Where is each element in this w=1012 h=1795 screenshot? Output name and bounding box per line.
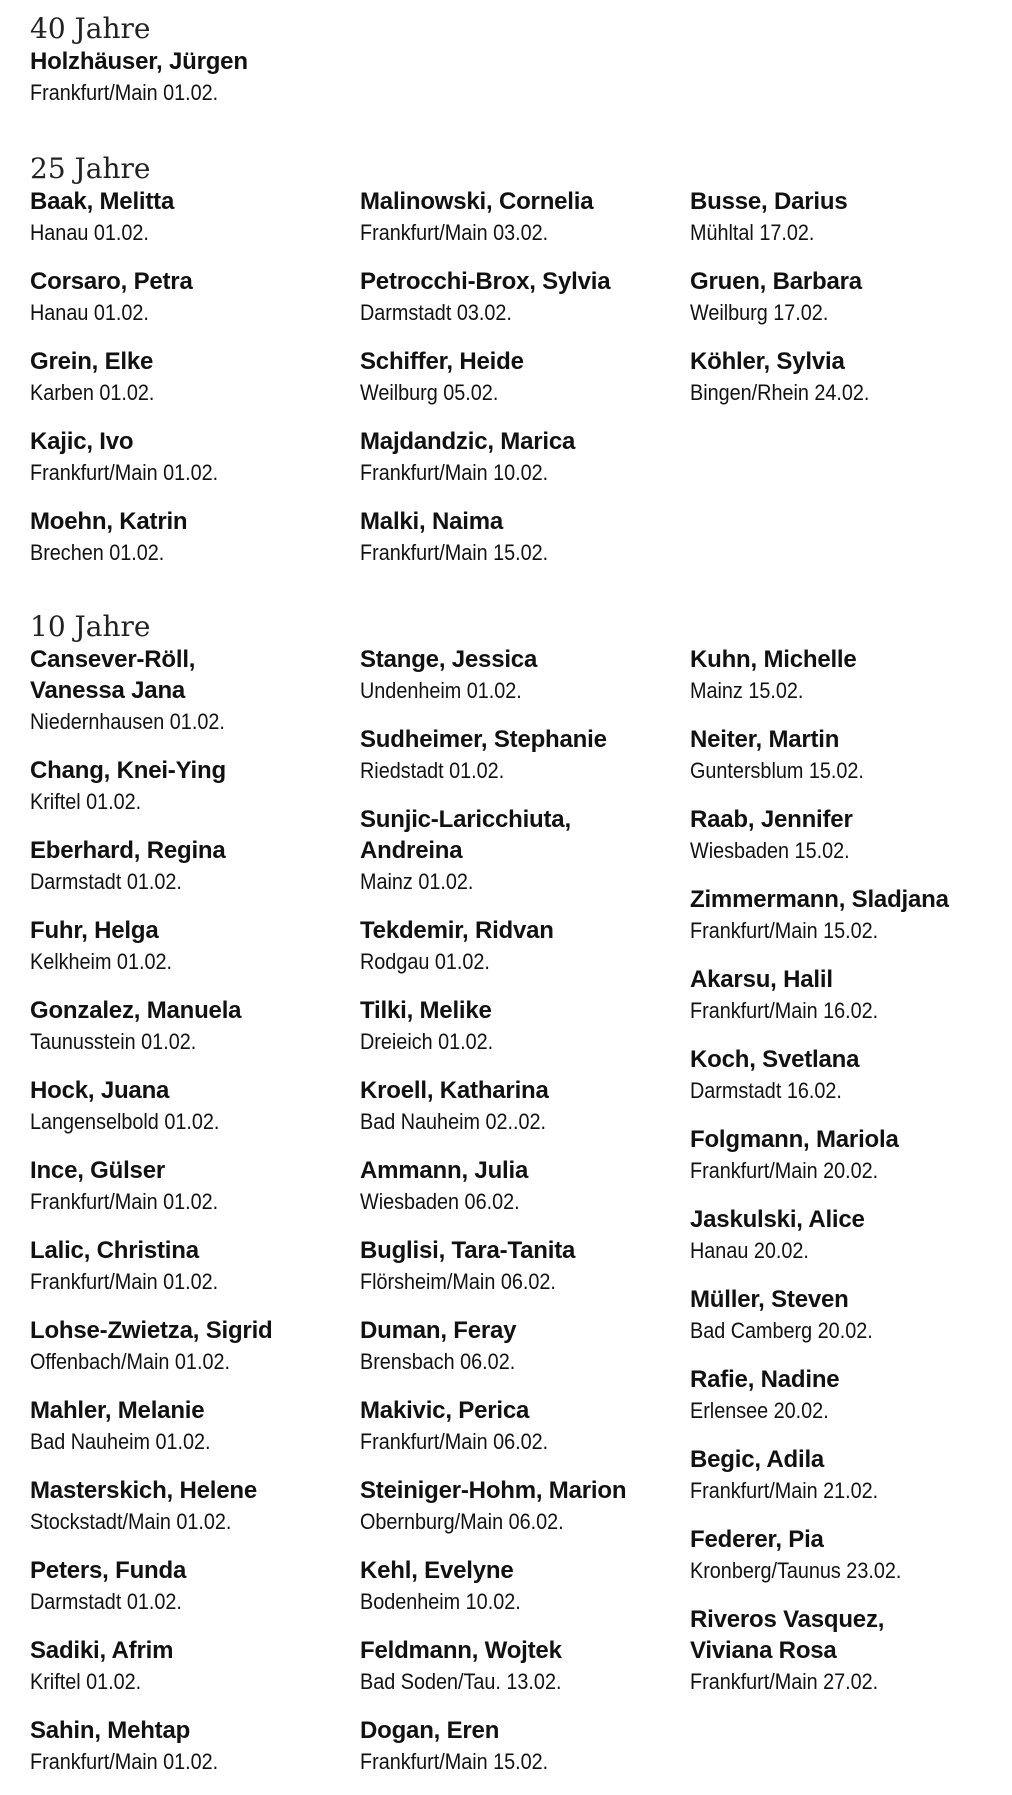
place-date: Frankfurt/Main 10.02.: [360, 460, 549, 485]
person-name: Majdandzic, Marica: [360, 428, 576, 455]
place-date: Frankfurt/Main 01.02.: [30, 1189, 219, 1214]
place-date: Frankfurt/Main 01.02.: [30, 80, 219, 105]
place-date: Darmstadt 16.02.: [690, 1078, 842, 1103]
list-item: [360, 1075, 680, 1137]
list-item: [360, 186, 680, 248]
place-date: Frankfurt/Main 03.02.: [360, 220, 549, 245]
list-item: [30, 915, 350, 977]
person-name: Schiffer, Heide: [360, 348, 524, 375]
person-name: Malinowski, Cornelia: [360, 188, 594, 215]
section-title: 40 Jahre: [30, 12, 151, 45]
list-item: [30, 186, 350, 248]
place-date: Darmstadt 01.02.: [30, 1589, 182, 1614]
place-date: Weilburg 05.02.: [360, 380, 499, 405]
person-name: Lohse-Zwietza, Sigrid: [30, 1317, 273, 1344]
list-item: [30, 755, 350, 817]
list-item: [30, 266, 350, 328]
person-name: Raab, Jennifer: [690, 806, 853, 833]
list-item: [690, 804, 1010, 866]
person-name: Kajic, Ivo: [30, 428, 134, 455]
person-name: Tilki, Melike: [360, 997, 492, 1024]
person-name: Petrocchi-Brox, Sylvia: [360, 268, 611, 295]
list-item: [360, 724, 680, 786]
person-name: Masterskich, Helene: [30, 1477, 257, 1504]
person-name: Sadiki, Afrim: [30, 1637, 174, 1664]
place-date: Brensbach 06.02.: [360, 1349, 516, 1374]
person-name: Chang, Knei-Ying: [30, 757, 226, 784]
person-name: Jaskulski, Alice: [690, 1206, 865, 1233]
list-item: [690, 1444, 1010, 1506]
place-date: Bad Camberg 20.02.: [690, 1318, 873, 1343]
person-name: Eberhard, Regina: [30, 837, 226, 864]
place-date: Niedernhausen 01.02.: [30, 709, 225, 734]
place-date: Darmstadt 01.02.: [30, 869, 182, 894]
list-item: [30, 995, 350, 1057]
list-item: [360, 1475, 680, 1537]
person-name: Makivic, Perica: [360, 1397, 530, 1424]
list-item: [360, 346, 680, 408]
person-name: Malki, Naima: [360, 508, 503, 535]
person-name: Cansever-Röll, Vanessa Jana: [30, 646, 196, 704]
place-date: Hanau 20.02.: [690, 1238, 809, 1263]
place-date: Flörsheim/Main 06.02.: [360, 1269, 556, 1294]
place-date: Kronberg/Taunus 23.02.: [690, 1558, 902, 1583]
list-item: [360, 1635, 680, 1697]
place-date: Mainz 15.02.: [690, 678, 804, 703]
place-date: Mühltal 17.02.: [690, 220, 815, 245]
person-name: Folgmann, Mariola: [690, 1126, 899, 1153]
list-item: [30, 644, 350, 737]
list-item: [690, 1284, 1010, 1346]
place-date: Obernburg/Main 06.02.: [360, 1509, 564, 1534]
place-date: Karben 01.02.: [30, 380, 155, 405]
column-3: [690, 186, 1010, 426]
person-name: Ammann, Julia: [360, 1157, 529, 1184]
list-item: [690, 1364, 1010, 1426]
list-item: [30, 1555, 350, 1617]
person-name: Koch, Svetlana: [690, 1046, 860, 1073]
list-item: [360, 266, 680, 328]
person-name: Buglisi, Tara-Tanita: [360, 1237, 576, 1264]
place-date: Erlensee 20.02.: [690, 1398, 829, 1423]
person-name: Steiniger-Hohm, Marion: [360, 1477, 627, 1504]
list-item: [30, 1155, 350, 1217]
place-date: Kriftel 01.02.: [30, 789, 142, 814]
person-name: Müller, Steven: [690, 1286, 849, 1313]
list-item: [30, 346, 350, 408]
place-date: Frankfurt/Main 21.02.: [690, 1478, 879, 1503]
list-item: [30, 1235, 350, 1297]
list-item: [360, 426, 680, 488]
list-item: [360, 995, 680, 1057]
list-item: [360, 506, 680, 568]
list-item: [690, 1524, 1010, 1586]
section-10-jahre: [30, 610, 949, 1774]
place-date: Kelkheim 01.02.: [30, 949, 172, 974]
person-name: Gruen, Barbara: [690, 268, 862, 295]
list-item: [360, 1715, 680, 1777]
person-name: Sunjic-Laricchiuta, Andreina: [360, 806, 571, 864]
place-date: Darmstadt 03.02.: [360, 300, 512, 325]
list-item: [360, 1315, 680, 1377]
person-name: Neiter, Martin: [690, 726, 840, 753]
place-date: Guntersblum 15.02.: [690, 758, 864, 783]
place-date: Bad Soden/Tau. 13.02.: [360, 1669, 562, 1694]
list-item: [690, 644, 1010, 706]
place-date: Langenselbold 01.02.: [30, 1109, 220, 1134]
list-item: [30, 1475, 350, 1537]
place-date: Bodenheim 10.02.: [360, 1589, 521, 1614]
list-item: [690, 1604, 1010, 1697]
column-2: [360, 186, 680, 586]
person-name: Dogan, Eren: [360, 1717, 500, 1744]
list-item: [30, 46, 350, 108]
person-name: Köhler, Sylvia: [690, 348, 845, 375]
list-item: [690, 964, 1010, 1026]
place-date: Frankfurt/Main 01.02.: [30, 460, 219, 485]
person-name: Akarsu, Halil: [690, 966, 833, 993]
place-date: Kriftel 01.02.: [30, 1669, 142, 1694]
list-item: [360, 1555, 680, 1617]
place-date: Bingen/Rhein 24.02.: [690, 380, 870, 405]
person-name: Lalic, Christina: [30, 1237, 199, 1264]
list-item: [690, 884, 1010, 946]
list-item: [30, 1315, 350, 1377]
list-item: [690, 1124, 1010, 1186]
person-name: Feldmann, Wojtek: [360, 1637, 562, 1664]
list-item: [30, 426, 350, 488]
place-date: Taunusstein 01.02.: [30, 1029, 197, 1054]
person-name: Gonzalez, Manuela: [30, 997, 242, 1024]
person-name: Zimmermann, Sladjana: [690, 886, 949, 913]
place-date: Frankfurt/Main 01.02.: [30, 1269, 219, 1294]
list-item: [690, 266, 1010, 328]
person-name: Kehl, Evelyne: [360, 1557, 514, 1584]
section-title: 25 Jahre: [30, 152, 151, 185]
list-item: [690, 186, 1010, 248]
place-date: Frankfurt/Main 15.02.: [360, 1749, 549, 1774]
person-name: Kuhn, Michelle: [690, 646, 857, 673]
place-date: Offenbach/Main 01.02.: [30, 1349, 230, 1374]
place-date: Frankfurt/Main 15.02.: [360, 540, 549, 565]
person-name: Fuhr, Helga: [30, 917, 159, 944]
list-item: [690, 346, 1010, 408]
person-name: Riveros Vasquez, Viviana Rosa: [690, 1606, 885, 1664]
person-name: Corsaro, Petra: [30, 268, 193, 295]
person-name: Busse, Darius: [690, 188, 848, 215]
person-name: Grein, Elke: [30, 348, 154, 375]
place-date: Frankfurt/Main 06.02.: [360, 1429, 549, 1454]
list-item: [360, 1395, 680, 1457]
place-date: Frankfurt/Main 15.02.: [690, 918, 879, 943]
place-date: Frankfurt/Main 16.02.: [690, 998, 879, 1023]
column-1: [30, 186, 350, 586]
place-date: Wiesbaden 15.02.: [690, 838, 850, 863]
place-date: Hanau 01.02.: [30, 300, 149, 325]
person-name: Holzhäuser, Jürgen: [30, 48, 248, 75]
place-date: Hanau 01.02.: [30, 220, 149, 245]
person-name: Hock, Juana: [30, 1077, 170, 1104]
list-item: [690, 1204, 1010, 1266]
section-title: 10 Jahre: [30, 610, 151, 643]
list-item: [30, 1635, 350, 1697]
person-name: Federer, Pia: [690, 1526, 824, 1553]
place-date: Wiesbaden 06.02.: [360, 1189, 520, 1214]
place-date: Frankfurt/Main 20.02.: [690, 1158, 879, 1183]
list-item: [30, 1715, 350, 1777]
list-item: [360, 1155, 680, 1217]
place-date: Frankfurt/Main 01.02.: [30, 1749, 219, 1774]
person-name: Tekdemir, Ridvan: [360, 917, 554, 944]
place-date: Bad Nauheim 01.02.: [30, 1429, 211, 1454]
list-item: [30, 1075, 350, 1137]
list-item: [360, 804, 680, 897]
section-25-jahre: [30, 152, 870, 565]
person-name: Ince, Gülser: [30, 1157, 165, 1184]
person-name: Baak, Melitta: [30, 188, 175, 215]
place-date: Weilburg 17.02.: [690, 300, 829, 325]
list-item: [30, 1395, 350, 1457]
column-1: [30, 46, 350, 126]
column-3: [690, 644, 1010, 1715]
list-item: [360, 915, 680, 977]
place-date: Frankfurt/Main 27.02.: [690, 1669, 879, 1694]
column-1: [30, 644, 350, 1795]
place-date: Mainz 01.02.: [360, 869, 474, 894]
person-name: Begic, Adila: [690, 1446, 825, 1473]
section-40-jahre: [30, 12, 248, 105]
person-name: Peters, Funda: [30, 1557, 187, 1584]
list-item: [690, 724, 1010, 786]
place-date: Rodgau 01.02.: [360, 949, 490, 974]
list-item: [360, 644, 680, 706]
place-date: Brechen 01.02.: [30, 540, 165, 565]
person-name: Mahler, Melanie: [30, 1397, 205, 1424]
person-name: Stange, Jessica: [360, 646, 538, 673]
person-name: Rafie, Nadine: [690, 1366, 840, 1393]
list-item: [360, 1235, 680, 1297]
place-date: Undenheim 01.02.: [360, 678, 522, 703]
column-2: [360, 644, 680, 1795]
place-date: Bad Nauheim 02..02.: [360, 1109, 547, 1134]
person-name: Moehn, Katrin: [30, 508, 188, 535]
person-name: Sahin, Mehtap: [30, 1717, 191, 1744]
list-item: [30, 835, 350, 897]
place-date: Dreieich 01.02.: [360, 1029, 494, 1054]
person-name: Sudheimer, Stephanie: [360, 726, 607, 753]
person-name: Kroell, Katharina: [360, 1077, 549, 1104]
place-date: Riedstadt 01.02.: [360, 758, 505, 783]
person-name: Duman, Feray: [360, 1317, 517, 1344]
list-item: [690, 1044, 1010, 1106]
list-item: [30, 506, 350, 568]
place-date: Stockstadt/Main 01.02.: [30, 1509, 232, 1534]
